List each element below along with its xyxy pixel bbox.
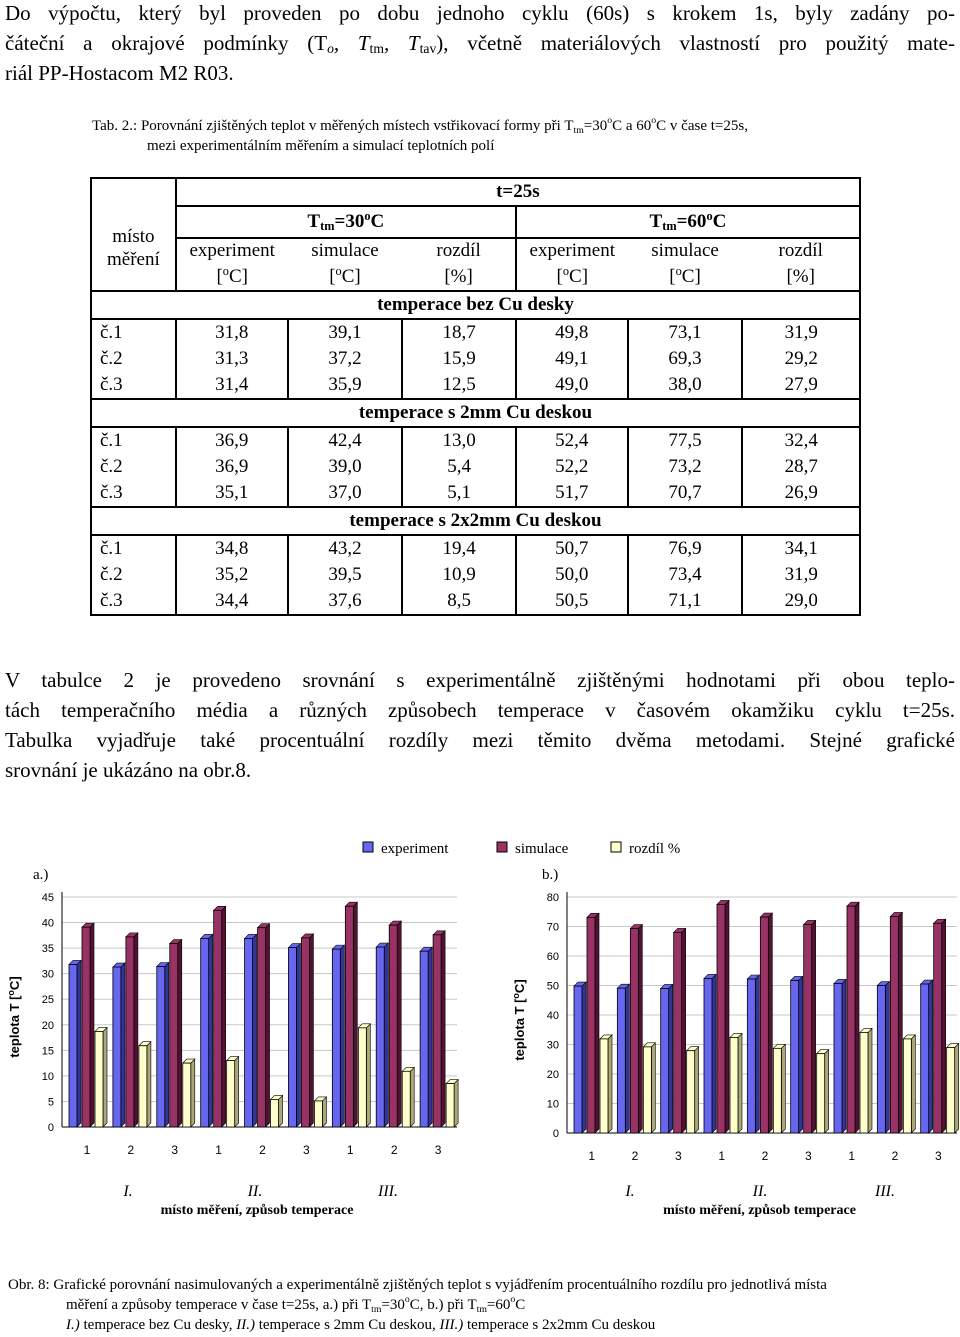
chart-b-bar-rozdil — [860, 1032, 868, 1133]
table-cell: 35,9 — [288, 372, 403, 399]
chart-b-bar-simulace — [804, 924, 812, 1133]
chart-a-bar-side — [454, 1080, 458, 1127]
chart-b-ytick-label: 80 — [546, 892, 559, 904]
chart-b-bar-simulace — [674, 932, 682, 1133]
chart-a-bar-rozdil — [446, 1084, 454, 1127]
table-cell: 31,3 — [176, 346, 288, 372]
table-cell: 31,9 — [742, 562, 860, 588]
chart-b-x-axis-label: místo měření, způsob temperace — [663, 1203, 856, 1218]
chart-a-bar-side — [121, 963, 125, 1127]
chart-b-bar-rozdil — [817, 1054, 825, 1133]
chart-a-bar-side — [410, 1067, 414, 1127]
table-cell: 34,4 — [176, 588, 288, 615]
table-cell: 37,0 — [288, 480, 403, 507]
chart-b-ytick-label: 10 — [546, 1098, 559, 1111]
chart-a-bar-rozdil — [227, 1061, 235, 1127]
unit-temp-1: [$^o$C] — [176, 263, 288, 291]
table-cell: 43,2 — [288, 535, 403, 562]
chart-a-y-axis-label: teplota T [$^o$C] — [6, 976, 22, 1058]
table-cell: 28,7 — [742, 454, 860, 480]
chart-a-bar-experiment — [420, 951, 428, 1127]
chart-a-bar-side — [340, 945, 344, 1127]
row-label: č.1 — [91, 319, 176, 346]
chart-a-bar-side — [77, 960, 81, 1127]
section-title: temperace s 2x2mm Cu deskou — [91, 507, 860, 535]
table-cell: 35,1 — [176, 480, 288, 507]
section-title: temperace bez Cu desky — [91, 291, 860, 319]
row-label: č.2 — [100, 564, 123, 585]
chart-b-bar-rozdil — [600, 1039, 608, 1133]
chart-a-ytick-label: 15 — [41, 1045, 54, 1058]
table-cell: 27,9 — [742, 372, 860, 399]
table-cell: 31,4 — [176, 372, 288, 399]
chart-b-bar-side — [929, 980, 933, 1133]
unit-temp-4: [$^o$C] — [628, 263, 743, 291]
table-cell: 73,2 — [628, 454, 743, 480]
chart-a-bar-side — [309, 934, 313, 1127]
chart-b-bar-side — [712, 974, 716, 1133]
chart-b-bar-simulace — [717, 904, 725, 1133]
chart-a-bar-simulace — [258, 928, 266, 1127]
body-line-2: tách temperačního média a různých způsobech temperace v časovém okamžiku cyklu t=25s. — [5, 698, 955, 722]
table-cell: 37,6 — [288, 588, 403, 615]
chart-b-xtick-label: 3 — [804, 1149, 812, 1163]
chart-b-group-label: II. — [752, 1183, 768, 1200]
table-cell: 13,0 — [402, 427, 516, 454]
chart-a-xtick-label: 2 — [127, 1143, 135, 1157]
chart-b-ytick-label: 0 — [552, 1128, 559, 1140]
chart-a-ytick-label: 40 — [41, 917, 54, 930]
chart-b-bar-side — [898, 912, 902, 1133]
table-cell: 50,5 — [516, 588, 628, 615]
chart-a-ytick-label: 30 — [41, 968, 54, 981]
legend-rozdil-label: rozdíl % — [629, 841, 681, 857]
row-label: č.3 — [100, 374, 123, 395]
table-cell: 73,4 — [628, 562, 743, 588]
chart-b-bar-rozdil — [773, 1048, 781, 1133]
col-simulace-30: simulace — [311, 240, 379, 261]
chart-a-ytick-label: 35 — [41, 943, 54, 956]
chart-b-bar-experiment — [834, 983, 842, 1133]
table-cell: 5,1 — [402, 480, 516, 507]
table-cell: 39,1 — [288, 319, 403, 346]
table-cell: 51,7 — [516, 480, 628, 507]
table-cell: 31,8 — [176, 319, 288, 346]
table-cell: 52,4 — [516, 427, 628, 454]
chart-a-bar-simulace — [301, 938, 309, 1127]
chart-b-bar-side — [842, 979, 846, 1133]
intro-line-1: Do výpočtu, který byl proveden po dobu jednoho cyklu (60s) s krokem 1s, byly zadány po- — [5, 1, 955, 25]
chart-a-x-axis-label: místo měření, způsob temperace — [160, 1203, 354, 1218]
chart-a-bar-experiment — [376, 947, 384, 1127]
chart-b-bar-experiment — [747, 979, 755, 1133]
chart-b-bar-rozdil — [643, 1047, 651, 1133]
chart-b-xtick-label: 2 — [891, 1149, 899, 1163]
chart-b-group-label: III. — [875, 1183, 895, 1200]
chart-a-bar-side — [253, 934, 257, 1127]
chart-b-ytick-label: 60 — [546, 951, 559, 963]
chart-b-bar-simulace — [630, 929, 638, 1133]
chart-b-ytick-label: 40 — [546, 1010, 559, 1022]
chart-a-bar-rozdil — [402, 1071, 410, 1127]
chart-b-xtick-label: 1 — [588, 1149, 596, 1163]
chart-a-bar-side — [279, 1095, 283, 1127]
chart-a-bar-simulace — [82, 927, 90, 1127]
chart-b-xtick-label: 3 — [934, 1149, 942, 1163]
table-cell: 39,5 — [288, 562, 403, 588]
chart-b-bar-side — [738, 1033, 742, 1133]
table-cell: 18,7 — [402, 319, 516, 346]
chart-b-bar-side — [638, 925, 642, 1133]
unit-pct-2: [%] — [742, 263, 860, 291]
chart-a-panel-label: a.) — [33, 867, 49, 883]
chart-b-bar-side — [725, 900, 729, 1133]
chart-b-bar-experiment — [661, 988, 669, 1133]
time-header: t=25s — [176, 178, 860, 206]
table-cell: 76,9 — [628, 535, 743, 562]
table-cell: 19,4 — [402, 535, 516, 562]
chart-b-bar-side — [942, 919, 946, 1133]
col-simulace-60: simulace — [651, 240, 719, 261]
chart-b-bar-rozdil — [947, 1047, 955, 1133]
chart-a-bar-experiment — [113, 967, 121, 1127]
chart-b-bar-rozdil — [903, 1039, 911, 1133]
chart-b-bar-side — [855, 902, 859, 1133]
table-cell: 73,1 — [628, 319, 743, 346]
chart-b-bar-side — [911, 1035, 915, 1133]
chart-b-ytick-label: 50 — [546, 980, 559, 993]
chart-a-bar-rozdil — [183, 1063, 191, 1127]
chart-a-bar-rozdil — [95, 1031, 103, 1127]
table-cell: 32,4 — [742, 427, 860, 454]
intro-line-2: čáteční a okrajové podmínky ($T_o$, $T_{tm}$, $T_{tav}$), včetně materiálových vlastností pro použitý mate- — [5, 31, 955, 56]
table-cell: 12,5 — [402, 372, 516, 399]
chart-a-bar-rozdil — [271, 1099, 279, 1127]
chart-a-xtick-label: 1 — [346, 1143, 354, 1157]
table-caption: Tab. 2.: Porovnání zjištěných teplot v měřených místech vstřikovací formy při $T_{tm}=30^oC$ a 60$^o$C v čase t=25s, mezi experimentálním měřením a simulací teplotních polí — [92, 115, 748, 154]
chart-b-bar-side — [669, 984, 673, 1133]
chart-a-bar-side — [235, 1057, 239, 1127]
chart-a-xtick-label: 1 — [83, 1143, 91, 1157]
chart-a-bar-side — [366, 1024, 370, 1127]
chart-b-bar-simulace — [890, 916, 898, 1133]
chart-b-bar-side — [755, 975, 759, 1133]
table-cell: 10,9 — [402, 562, 516, 588]
chart-a-bar-side — [322, 1097, 326, 1127]
table-cell: 70,7 — [628, 480, 743, 507]
chart-a-bar-side — [191, 1059, 195, 1127]
chart-a-bar-side — [90, 923, 94, 1127]
chart-b-bar-side — [625, 984, 629, 1133]
chart-b-bar-side — [595, 913, 599, 1133]
table-cell: 49,1 — [516, 346, 628, 372]
chart-a-bar-side — [266, 924, 270, 1127]
group-header-60: $T_{tm}=60^oC$ — [516, 206, 860, 238]
table-cell: 71,1 — [628, 588, 743, 615]
chart-a-ytick-label: 5 — [47, 1096, 54, 1109]
table-cell: 69,3 — [628, 346, 743, 372]
unit-pct-1: [%] — [402, 263, 516, 291]
table-cell: 50,0 — [516, 562, 628, 588]
table-cell: 37,2 — [288, 346, 403, 372]
chart-a-bar-experiment — [69, 964, 77, 1127]
body-line-4: srovnání je ukázáno na obr.8. — [5, 758, 252, 782]
table-cell: 26,9 — [742, 480, 860, 507]
section-title: temperace s 2mm Cu deskou — [91, 399, 860, 427]
chart-a-bar-side — [165, 963, 169, 1127]
chart-b-bar-side — [868, 1028, 872, 1133]
chart-a-bar-side — [296, 944, 300, 1127]
table-cell: 8,5 — [402, 588, 516, 615]
chart-a-bar-experiment — [201, 938, 209, 1127]
chart-a-bar-rozdil — [314, 1101, 322, 1127]
col-experiment-60: experiment — [516, 238, 628, 263]
chart-a-bar-side — [134, 933, 138, 1127]
table-cell: 36,9 — [176, 427, 288, 454]
chart-b-bar-experiment — [791, 980, 799, 1133]
chart-b-xtick-label: 1 — [848, 1149, 856, 1163]
chart-a-bar-simulace — [345, 906, 353, 1127]
chart-b-bar-simulace — [760, 917, 768, 1133]
chart-b-bar-rozdil — [730, 1037, 738, 1133]
legend-experiment-label: experiment — [381, 841, 449, 857]
chart-b-bar-experiment — [877, 986, 885, 1134]
chart-a-bar-side — [103, 1027, 107, 1127]
table-cell: 31,9 — [742, 319, 860, 346]
row-label: č.1 — [91, 427, 176, 454]
legend-simulace-label: simulace — [515, 841, 569, 857]
body-line-3: Tabulka vyjadřuje také procentuální rozdíly mezi těmito dvěma metodami. Stejné grafické — [5, 728, 955, 752]
chart-a-bar-experiment — [157, 967, 165, 1127]
chart-a-bar-experiment — [245, 938, 253, 1127]
legend-rozdil-swatch — [611, 842, 621, 852]
chart-a-bar-rozdil — [139, 1046, 147, 1127]
table-cell: 49,0 — [516, 372, 628, 399]
chart-a-bar-side — [222, 906, 226, 1127]
chart-a-ytick-label: 45 — [41, 892, 54, 904]
chart-a-ytick-label: 0 — [47, 1122, 54, 1134]
chart-b-ytick-label: 70 — [546, 921, 559, 934]
chart-b-bar-side — [695, 1047, 699, 1133]
chart-b-bar-experiment — [921, 984, 929, 1133]
chart-b-bar-rozdil — [687, 1051, 695, 1133]
table-cell: 50,7 — [516, 535, 628, 562]
chart-b-group-label: I. — [625, 1183, 635, 1200]
chart-a-bar-simulace — [433, 935, 441, 1127]
group-header-30: $T_{tm}=30^oC$ — [176, 206, 516, 238]
chart-b-xtick-label: 2 — [761, 1149, 769, 1163]
chart-b-bar-side — [955, 1043, 959, 1133]
chart-b-bar-simulace — [934, 923, 942, 1133]
chart-b-bar-simulace — [587, 917, 595, 1133]
chart-a-bar-side — [353, 902, 357, 1127]
chart-a-bar-experiment — [332, 949, 340, 1127]
chart-a-bar-side — [178, 940, 182, 1127]
table-cell: 36,9 — [176, 454, 288, 480]
chart-b-ytick-label: 30 — [546, 1039, 559, 1052]
chart-b-y-axis-label: teplota T [$^o$C] — [511, 979, 527, 1061]
row-header: místo měření — [91, 206, 176, 291]
chart-a-bar-experiment — [288, 948, 296, 1127]
unit-temp-3: [$^o$C] — [516, 263, 628, 291]
row-label: č.2 — [100, 348, 123, 369]
chart-a-bar-simulace — [170, 944, 178, 1127]
chart-b-ytick-label: 20 — [546, 1069, 559, 1081]
chart-a-ytick-label: 20 — [41, 1019, 54, 1032]
chart-a-bar-simulace — [214, 910, 222, 1127]
chart-b-bar-simulace — [847, 906, 855, 1133]
table-cell: 29,2 — [742, 346, 860, 372]
chart-a-xtick-label: 3 — [171, 1143, 179, 1157]
chart-a-group-label: I. — [123, 1183, 133, 1200]
chart-b-bar-experiment — [574, 986, 582, 1133]
col-experiment-30: experiment — [176, 238, 288, 263]
chart-b-bar-side — [651, 1043, 655, 1133]
table-cell: 15,9 — [402, 346, 516, 372]
chart-a-bar-side — [384, 943, 388, 1127]
chart-a-ytick-label: 25 — [41, 994, 54, 1007]
chart-b-panel-label: b.) — [542, 867, 559, 883]
table-cell: 52,2 — [516, 454, 628, 480]
figure-caption: Obr. 8: Grafické porovnání nasimulovaných a experimentálně zjištěných teplot s vyjádřením procentuálního rozdílu pro jednotlivá místa měření a způsoby temperace v čase t=25s, a.) při $T_{tm}=30^oC$, b.) při $T_{tm}=60^oC$ I.) temperace bez Cu desky, II.) temperace s 2mm Cu deskou, III.) temperace s 2x2mm Cu deskou — [8, 1277, 827, 1333]
chart-a-group-label: II. — [247, 1183, 263, 1200]
col-rozdil-30: rozdíl — [436, 240, 481, 261]
chart-a-xtick-label: 2 — [390, 1143, 398, 1157]
chart-b-bar-side — [825, 1050, 829, 1133]
legend-experiment-swatch — [363, 842, 373, 852]
chart-b-bar-side — [885, 982, 889, 1134]
chart-a-ytick-label: 10 — [41, 1070, 54, 1083]
row-label: č.3 — [100, 590, 123, 611]
chart-b-bar-side — [781, 1044, 785, 1133]
table-cell: 38,0 — [628, 372, 743, 399]
chart-a-xtick-label: 1 — [215, 1143, 222, 1157]
chart-b-bar-side — [582, 982, 586, 1133]
chart-a-group-label: III. — [378, 1183, 398, 1200]
table-cell: 77,5 — [628, 427, 743, 454]
chart-b-bar-experiment — [617, 988, 625, 1133]
row-label: č.2 — [100, 456, 123, 477]
chart-a-xtick-label: 2 — [259, 1143, 266, 1157]
table-cell: 49,8 — [516, 319, 628, 346]
legend-simulace-swatch — [497, 842, 507, 852]
chart-b-bar-side — [682, 928, 686, 1133]
intro-line-3: riál PP-Hostacom M2 R03. — [5, 61, 234, 85]
table-cell: 34,1 — [742, 535, 860, 562]
chart-a-bar-side — [441, 931, 445, 1127]
chart-b-bar-side — [812, 920, 816, 1133]
table-cell: 39,0 — [288, 454, 403, 480]
chart-b-xtick-label: 1 — [718, 1149, 726, 1163]
chart-a-bar-side — [428, 947, 432, 1127]
row-label: č.3 — [100, 482, 123, 503]
body-line-1: V tabulce 2 je provedeno srovnání s experimentálně zjištěnými hodnotami při obou teplo- — [5, 668, 955, 692]
col-rozdil-60: rozdíl — [778, 240, 823, 261]
row-label: č.1 — [91, 535, 176, 562]
chart-a-xtick-label: 3 — [303, 1143, 310, 1157]
chart-b-xtick-label: 2 — [631, 1149, 639, 1163]
chart-a-bar-simulace — [126, 937, 134, 1127]
table-cell: 34,8 — [176, 535, 288, 562]
chart-a-bar-side — [209, 934, 213, 1127]
chart-b-bar-side — [768, 913, 772, 1133]
chart-b-bar-side — [608, 1035, 612, 1133]
chart-b-bar-experiment — [704, 978, 712, 1133]
table-cell: 42,4 — [288, 427, 403, 454]
table-cell: 35,2 — [176, 562, 288, 588]
chart-b-xtick-label: 3 — [674, 1149, 682, 1163]
chart-a-bar-side — [147, 1042, 151, 1127]
chart-a-bar-side — [397, 921, 401, 1127]
unit-temp-2: [$^o$C] — [288, 263, 403, 291]
chart-b-bar-side — [799, 976, 803, 1133]
chart-a-bar-rozdil — [358, 1028, 366, 1127]
table-cell: 29,0 — [742, 588, 860, 615]
table-cell: 5,4 — [402, 454, 516, 480]
chart-a-xtick-label: 3 — [434, 1143, 442, 1157]
chart-a-bar-simulace — [389, 925, 397, 1127]
